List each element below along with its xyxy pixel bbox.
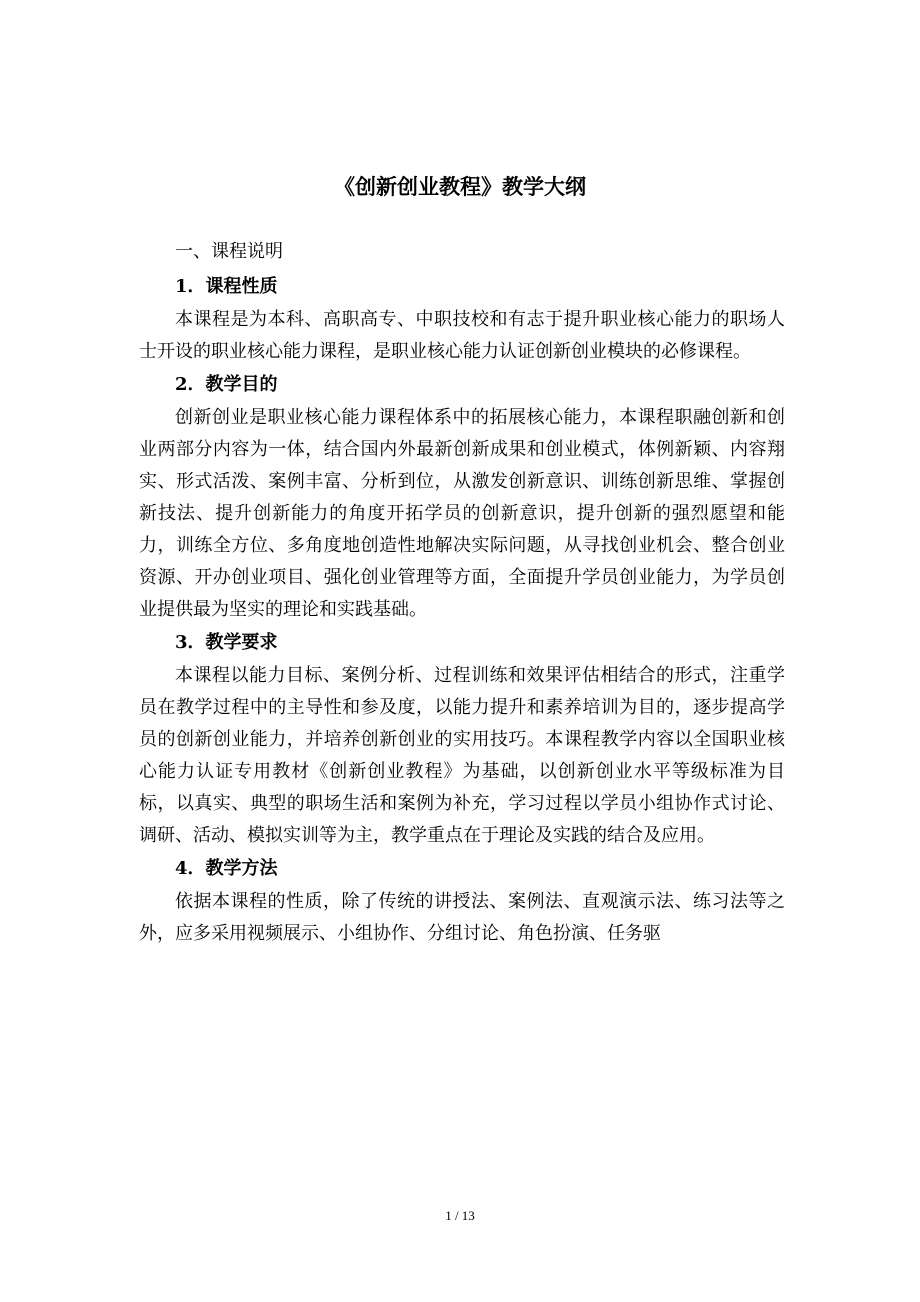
paragraph-purpose: 创新创业是职业核心能力课程体系中的拓展核心能力，本课程职融创新和创业两部分内容为一体，结合国内外最新创新成果和创业模式，体例新颖、内容翔实、形式活泼、案例丰富、分析到位，从激发创新意识、训练创新思维、掌握创新技法、提升创新能力的角度开拓学员的创新意识，提升创新的强烈愿望和能力，训练全方位、多角度地创造性地解决实际问题，从寻找创业机会、整合创业资源、开办创业项目、强化创业管理等方面，全面提升学员创业能力，为学员创业提供最为坚实的理论和实践基础。 [139, 407, 785, 620]
subsection-heading-nature: 1．课程性质 [175, 276, 278, 297]
page-title: 《创新创业教程》教学大纲 [334, 175, 586, 200]
subsection-heading-purpose: 2．教学目的 [175, 374, 278, 395]
subsection-heading-requirements: 3．教学要求 [175, 632, 278, 653]
page-number: 1 / 13 [445, 1208, 475, 1223]
paragraph-nature: 本课程是为本科、高职高专、中职技校和有志于提升职业核心能力的职场人士开设的职业核心能力课程，是职业核心能力认证创新创业模块的必修课程。 [139, 309, 785, 362]
section-heading: 一、课程说明 [175, 241, 283, 262]
paragraph-requirements: 本课程以能力目标、案例分析、过程训练和效果评估相结合的形式，注重学员在教学过程中的主导性和参及度，以能力提升和素养培训为目的，逐步提高学员的创新创业能力，并培养创新创业的实用技巧。本课程教学内容以全国职业核心能力认证专用教材《创新创业教程》为基础，以创新创业水平等级标准为目标，以真实、典型的职场生活和案例为补充，学习过程以学员小组协作式讨论、调研、活动、模拟实训等为主，教学重点在于理论及实践的结合及应用。 [139, 665, 785, 846]
paragraph-methods: 依据本课程的性质，除了传统的讲授法、案例法、直观演示法、练习法等之外，应多采用视频展示、小组协作、分组讨论、角色扮演、任务驱 [139, 891, 785, 944]
document-body [139, 236, 785, 951]
subsection-heading-methods: 4．教学方法 [175, 858, 278, 879]
